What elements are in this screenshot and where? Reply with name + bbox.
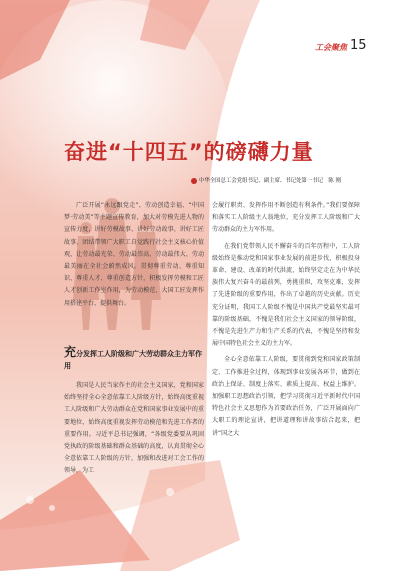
article-title: 奋进“十四五”的磅礴力量: [64, 140, 314, 164]
byline-bullet-icon: [191, 178, 197, 184]
section-heading-lead: 充: [64, 345, 77, 359]
section-tag: 工会聚焦: [315, 43, 347, 52]
left-column-intro: [64, 200, 204, 310]
paragraph: 在我们党带领人民不懈奋斗的百年历程中，工人阶级始终是推动党和国家事业发展的前进步伐，积极投身革命、建设、改革的时代洪流，始终坚定走在为中华民族伟大复兴奋斗的最前列，勇挑重担，攻坚克难，发挥了先进阶级的重要作用，作出了卓越的历史贡献。历史充分证明，我国工人阶级不愧是中国共产党最坚实最可靠的阶级基础，不愧是我们社会主义国家的领导阶级，不愧是先进生产力和生产关系的代表，不愧是坚持和发展中国特色社会主义的主力军。: [212, 242, 360, 348]
paragraph: 会履行职责、发挥作用不断创造有利条件。”我们要保障和落实工人阶级主人翁地位，充分发挥工人阶级和广大劳动群众的主力军作用。: [212, 202, 360, 234]
section-heading: [64, 346, 206, 372]
paragraph: 全心全意依靠工人阶级，要贯彻到党和国家政策制定、工作推进全过程，体现到事业发展各环节，做到在政治上保证、制度上落实、素质上提高、权益上维护。加强职工思想政治引领，把学习贯彻习近平新时代中国特色社会主义思想作为首要政治任务，广泛开展面向广大职工的理论宣讲，把讲道理和讲故事结合起来，把讲“国之大: [212, 356, 360, 437]
section-heading-text: 分发挥工人阶级和广大劳动群众主力军作用: [64, 350, 203, 370]
byline-text: 中华全国总工会党组书记、副主席、书记处第一书记 陈 刚: [199, 178, 341, 184]
page-number: 15: [350, 38, 367, 53]
left-column-body: [64, 380, 204, 478]
paragraph: 我国是人民当家作主的社会主义国家，党和国家始终坚持全心全意依靠工人阶级方针，始终高度重视工人阶级和广大劳动群众在党和国家事业发展中的重要地位，始终高度重视发挥劳动模范和先进工作者的重要作用。习近平总书记强调，“各级党委要从巩固党执政的阶级基础和群众基础的高度，认真贯彻全心全意依靠工人阶级的方针，加强和改进对工会工作的领导，为工: [64, 382, 204, 475]
right-column: [212, 200, 360, 440]
article-byline: [191, 176, 381, 184]
paragraph: 广泛开展“永远跟党走”、劳动创造幸福、“中国梦·劳动美”等主题宣传教育，加大对劳模先进人物的宣传力度，讲好劳模故事、讲好劳动故事、讲好工匠故事，团结带领广大职工自觉践行社会主义核心价值观，让劳动最光荣、劳动最崇高、劳动最伟大、劳动最美丽在全社会蔚然成风。贯彻尊重劳动、尊重知识、尊重人才、尊重创造方针，积极发挥劳模和工匠人才创新工作室作用，为劳动模范、大国工匠发挥作用搭建平台、提供舞台。: [64, 202, 204, 307]
